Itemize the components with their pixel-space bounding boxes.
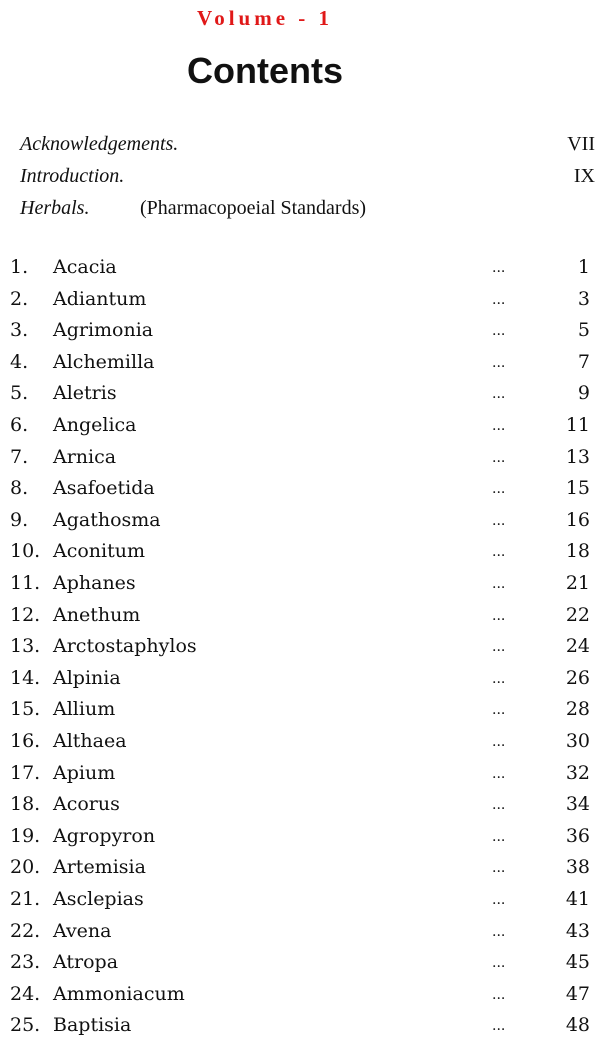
entry-name: Atropa (53, 951, 119, 974)
entry-page: 9 (577, 382, 590, 405)
toc-entry (0, 382, 600, 413)
entry-name: Aphanes (53, 572, 136, 594)
toc-entry (0, 319, 600, 350)
entry-number: 12. (10, 603, 41, 626)
entry-page: 32 (565, 761, 590, 784)
toc-entry (0, 667, 600, 698)
toc-entry (0, 351, 600, 382)
entry-name: Avena (53, 919, 112, 942)
entry-page: 3 (577, 287, 590, 310)
entry-number: 6. (10, 414, 29, 436)
entry-leader-dots: ... (492, 607, 506, 624)
entry-page: 16 (565, 508, 590, 531)
entry-name: Alchemilla (53, 350, 155, 373)
entry-page: 36 (565, 824, 590, 847)
entry-number: 9. (10, 508, 29, 531)
toc-entry (0, 604, 600, 635)
entry-page: 15 (565, 477, 590, 500)
entry-number: 15. (10, 698, 41, 721)
toc-entry (0, 793, 600, 824)
entry-page: 24 (565, 635, 590, 658)
entry-name: Adiantum (53, 287, 147, 310)
volume-heading: Volume - 1 (196, 6, 334, 30)
toc-entry (0, 888, 600, 919)
page-title: Contents (187, 50, 343, 91)
entry-page: 41 (565, 888, 590, 910)
entry-name: Aconitum (53, 540, 146, 563)
toc-entry (0, 414, 600, 445)
entry-page: 22 (565, 603, 590, 626)
entry-number: 19. (10, 824, 41, 847)
entry-number: 13. (10, 635, 41, 658)
toc-entry (0, 730, 600, 761)
entry-name: Agathosma (53, 508, 161, 531)
entry-name: Allium (53, 698, 116, 721)
entry-name: Angelica (53, 414, 137, 436)
entry-page: 18 (565, 540, 590, 563)
entry-leader-dots: ... (492, 1018, 506, 1035)
entry-page: 13 (565, 445, 590, 468)
toc-entry (0, 540, 600, 571)
entry-page: 1 (577, 256, 590, 278)
front-matter-page: IX (573, 165, 595, 187)
entry-number: 8. (10, 477, 29, 500)
front-matter-acknowledgements (20, 133, 595, 156)
entry-number: 1. (10, 256, 29, 278)
entry-page: 34 (565, 793, 590, 816)
entry-leader-dots: ... (492, 923, 506, 940)
entry-number: 4. (10, 350, 29, 373)
toc-entry (0, 762, 600, 793)
entry-name: Agrimonia (53, 319, 154, 342)
entry-leader-dots: ... (492, 734, 506, 750)
toc-entry (0, 635, 600, 666)
entry-leader-dots: ... (492, 481, 506, 498)
entry-page: 7 (577, 350, 590, 373)
entry-number: 21. (10, 888, 41, 910)
entry-page: 26 (565, 666, 590, 689)
toc-entry (0, 920, 600, 951)
entry-page: 28 (565, 698, 590, 721)
toc-entry (0, 572, 600, 603)
front-matter-note: (Pharmacopoeial Standards) (140, 197, 367, 219)
toc-entry (0, 446, 600, 477)
entry-leader-dots: ... (492, 955, 506, 972)
entry-name: Anethum (53, 603, 141, 626)
entry-leader-dots: ... (492, 986, 506, 1003)
entry-name: Asclepias (53, 888, 144, 910)
toc-entry (0, 983, 600, 1014)
entry-page: 21 (565, 572, 590, 594)
entry-name: Acorus (53, 793, 120, 816)
front-matter-herbals (20, 197, 595, 220)
toc-entry (0, 951, 600, 982)
entry-leader-dots: ... (492, 860, 506, 877)
entry-leader-dots: ... (492, 892, 506, 908)
entry-leader-dots: ... (492, 354, 506, 371)
entry-name: Baptisia (53, 1014, 132, 1037)
entry-leader-dots: ... (492, 323, 506, 340)
entry-leader-dots: ... (492, 670, 506, 687)
entry-page: 47 (565, 982, 590, 1005)
toc-entry (0, 288, 600, 319)
entry-number: 3. (10, 319, 29, 342)
front-matter-introduction (20, 165, 595, 188)
entry-page: 11 (565, 414, 590, 436)
entry-page: 30 (565, 730, 590, 752)
entry-number: 10. (10, 540, 41, 563)
entry-leader-dots: ... (492, 702, 506, 719)
entry-page: 48 (565, 1014, 590, 1037)
entry-page: 45 (565, 951, 590, 974)
entry-number: 16. (10, 730, 41, 752)
entry-leader-dots: ... (492, 449, 506, 466)
front-matter-page: VII (567, 133, 595, 155)
entry-name: Agropyron (53, 824, 156, 847)
entry-leader-dots: ... (492, 544, 506, 561)
entry-number: 25. (10, 1014, 41, 1037)
entry-name: Aletris (53, 382, 117, 405)
entry-number: 23. (10, 951, 41, 974)
entry-name: Acacia (53, 256, 117, 278)
entry-leader-dots: ... (492, 260, 506, 276)
entry-leader-dots: ... (492, 386, 506, 403)
toc-entry (0, 825, 600, 856)
entry-leader-dots: ... (492, 639, 506, 656)
entry-name: Artemisia (53, 856, 146, 879)
front-matter-label: Herbals. (20, 197, 90, 219)
toc-entry (0, 256, 600, 287)
entry-number: 22. (10, 919, 41, 942)
entry-number: 24. (10, 982, 41, 1005)
entry-number: 7. (10, 445, 29, 468)
front-matter-label: Introduction. (20, 165, 125, 187)
entry-number: 17. (10, 761, 41, 784)
entry-name: Arctostaphylos (53, 635, 197, 658)
entry-leader-dots: ... (492, 576, 506, 592)
toc-entry (0, 477, 600, 508)
entry-name: Althaea (53, 730, 127, 752)
entry-leader-dots: ... (492, 418, 506, 434)
entry-number: 14. (10, 666, 41, 689)
toc-entry (0, 856, 600, 887)
entry-number: 5. (10, 382, 29, 405)
entry-page: 5 (577, 319, 590, 342)
entry-leader-dots: ... (492, 512, 506, 529)
entry-name: Asafoetida (53, 477, 155, 500)
entry-name: Arnica (53, 445, 117, 468)
entry-page: 38 (565, 856, 590, 879)
toc-entry (0, 1014, 600, 1045)
entry-name: Alpinia (53, 666, 121, 689)
entry-name: Ammoniacum (53, 982, 185, 1005)
entry-name: Apium (53, 761, 116, 784)
entry-leader-dots: ... (492, 797, 506, 814)
entry-number: 2. (10, 287, 29, 310)
entry-leader-dots: ... (492, 291, 506, 308)
toc-entry (0, 509, 600, 540)
entry-page: 43 (565, 919, 590, 942)
toc-entry (0, 698, 600, 729)
entry-leader-dots: ... (492, 828, 506, 845)
entry-number: 20. (10, 856, 41, 879)
entry-number: 11. (10, 572, 41, 594)
front-matter-label: Acknowledgements. (20, 133, 179, 155)
entry-leader-dots: ... (492, 765, 506, 782)
entry-number: 18. (10, 793, 41, 816)
